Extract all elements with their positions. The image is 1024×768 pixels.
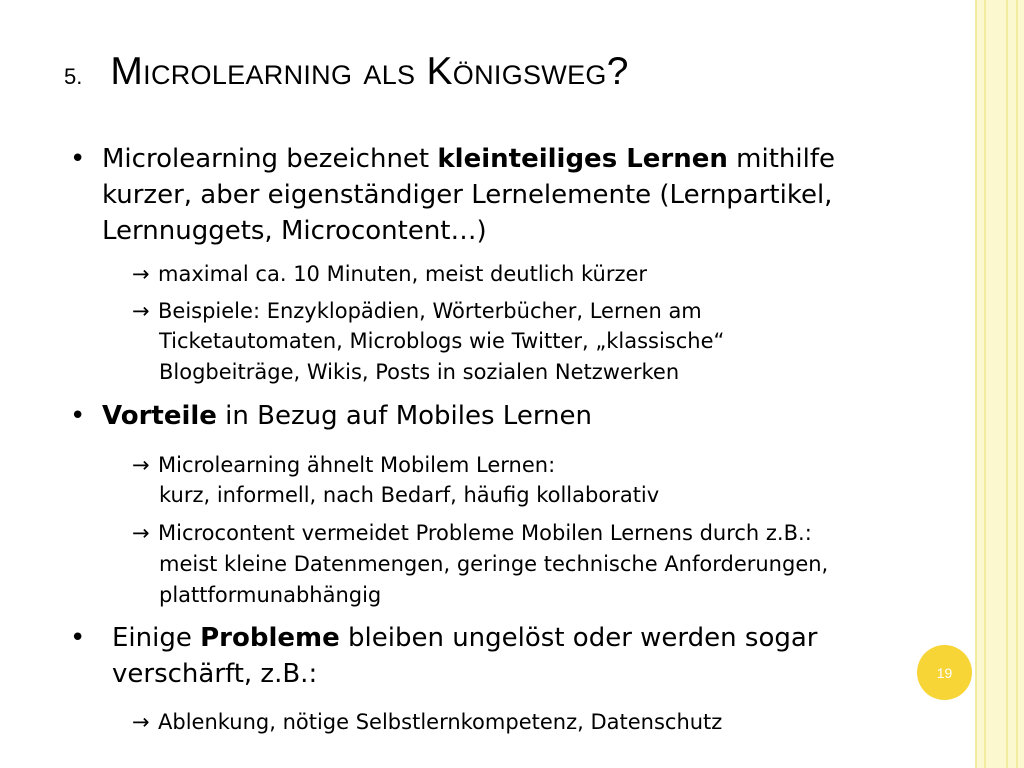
arrow-icon: → xyxy=(132,262,150,286)
subpoint-5 xyxy=(132,707,722,737)
decorative-line xyxy=(1016,0,1018,768)
subpoint-text: maximal ca. 10 Minuten, meist deutlich kürzer xyxy=(158,262,648,286)
bullet-bold-text: Vorteile xyxy=(102,401,217,431)
decorative-line xyxy=(984,0,986,768)
bullet-bold-text: kleinteiliges Lernen xyxy=(437,144,728,174)
bullet-text: bleiben ungelöst oder werden sogar xyxy=(339,623,818,653)
arrow-icon: → xyxy=(132,299,150,323)
slide-title xyxy=(64,50,629,100)
subpoint-4 xyxy=(132,518,812,548)
subpoint-2 xyxy=(132,296,702,326)
bullet-1-line-2: kurzer, aber eigenständiger Lernelemente (Lernpartikel, xyxy=(102,180,833,210)
title-number: 5. xyxy=(64,64,83,89)
bullet-bold-text: Probleme xyxy=(200,623,340,653)
subpoint-3 xyxy=(132,450,555,480)
bullet-marker: • xyxy=(70,144,86,174)
bullet-1-line-1 xyxy=(102,141,835,177)
bullet-text: Einige xyxy=(112,623,201,653)
bullet-text: Microlearning bezeichnet xyxy=(102,144,438,174)
decorative-line xyxy=(975,0,977,768)
subpoint-text: Microlearning ähnelt Mobilem Lernen: xyxy=(158,453,556,477)
subpoint-1 xyxy=(132,259,647,289)
bullet-3-line-2: verschärft, z.B.: xyxy=(112,659,318,689)
bullet-3-line-1 xyxy=(112,620,817,656)
bullet-text: in Bezug auf Mobiles Lernen xyxy=(216,401,593,431)
bullet-text: mithilfe xyxy=(727,144,835,174)
subpoint-text: Beispiele: Enzyklopädien, Wörterbücher, Lernen am xyxy=(158,299,702,323)
bullet-1-line-3: Lernnuggets, Microcontent…) xyxy=(102,216,487,246)
arrow-icon: → xyxy=(132,453,150,477)
subpoint-text: Ablenkung, nötige Selbstlernkompetenz, Datenschutz xyxy=(158,710,723,734)
arrow-icon: → xyxy=(132,710,150,734)
subpoint-2-line-2: Ticketautomaten, Microblogs wie Twitter, „klassische“ xyxy=(159,329,725,353)
subpoint-text: Microcontent vermeidet Probleme Mobilen Lernens durch z.B.: xyxy=(158,521,812,545)
subpoint-4-line-3: plattformunabhängig xyxy=(159,583,382,607)
arrow-icon: → xyxy=(132,521,150,545)
bullet-marker: • xyxy=(70,623,86,653)
subpoint-2-line-3: Blogbeiträge, Wikis, Posts in sozialen Netzwerken xyxy=(159,360,680,384)
bullet-2-line-1 xyxy=(102,398,592,434)
subpoint-4-line-2: meist kleine Datenmengen, geringe technische Anforderungen, xyxy=(159,552,829,576)
title-text: Microlearning als Königsweg? xyxy=(110,50,629,93)
subpoint-3-line-2: kurz, informell, nach Bedarf, häufig kollaborativ xyxy=(159,483,660,507)
bullet-marker: • xyxy=(70,401,86,431)
decorative-line xyxy=(1006,0,1008,768)
page-number-badge: 19 xyxy=(917,645,972,700)
